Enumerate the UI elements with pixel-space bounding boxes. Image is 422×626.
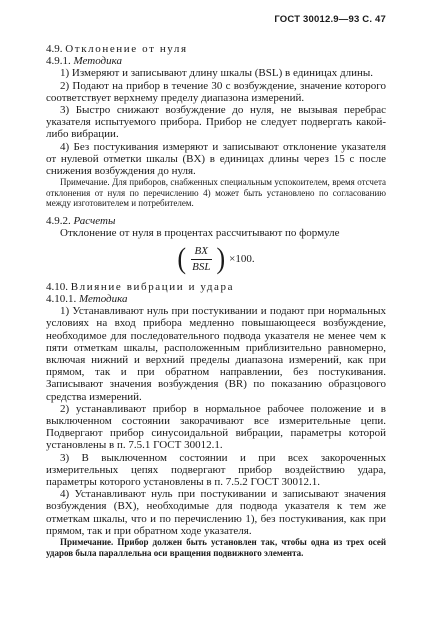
fraction-denominator: BSL: [192, 260, 211, 273]
formula-tail: ×100.: [229, 253, 255, 266]
fraction-numerator: BX: [191, 245, 212, 259]
section-4-9-title: 4.9. Отклонение от нуля: [46, 43, 188, 55]
section-4-10-title: 4.10. Влияние вибрации и удара: [46, 280, 235, 293]
note: Примечание. Для приборов, снабженных специальным успокоителем, время отсчета отклонения от нуля по перечислению 4) может быть установлено по согласованию между изготовителем и потребителем.: [46, 177, 386, 209]
left-paren-icon: (: [177, 241, 187, 276]
section-4-10-1-title: 4.10.1. Методика: [46, 293, 128, 306]
fraction: [188, 245, 214, 272]
paragraph: 4) Устанавливают нуль при постукивании и записывают значения возбуждения (BX), необходимые для подвода указателя к тем же отметкам шкалы, что и по перечислению 1), без постукивания, как при прямом, так и при обратном ходе указателя.: [46, 488, 386, 537]
formula: [46, 241, 386, 276]
page-content: [46, 43, 386, 558]
paragraph: 1) Устанавливают нуль при постукивании и подают при нормальных условиях на вход прибора медленно повышающееся возбуждение, необходимое для последовательного подвода указателя не менее чем к пяти отметкам шкалы, расположенным приблизительно равномерно, включая нижний и верхний пределы диапазона измерений, как при прямом, так и при обратном направлении, без постукивания. Записывают значения возбуждения (BR) по показанию образцового средства измерений.: [46, 305, 386, 403]
paragraph: 2) устанавливают прибор в нормальное рабочее положение и в выключенном состоянии закорачивают все измерительные цепи. Подвергают прибор синусоидальной вибрации, параметры которой установлены в п. 7.5.1 ГОСТ 30012.1.: [46, 402, 386, 452]
note: Примечание. Прибор должен быть установлен так, чтобы одна из трех осей ударов была параллельна оси вращения подвижного элемента.: [46, 537, 386, 558]
page-header: ГОСТ 30012.9—93 С. 47: [274, 14, 386, 25]
paragraph: 2) Подают на прибор в течение 30 с возбуждение, значение которого соответствует верхнему пределу диапазона измерений.: [46, 79, 386, 104]
paragraph: 4) Без постукивания измеряют и записывают отклонение указателя от нулевой отметки шкалы (BX) в единицах длины через 15 с после снижения возбуждения до нуля.: [46, 140, 386, 178]
paragraph: 3) В выключенном состоянии и при всех закороченных измерительных цепях подвергают прибор воздействию удара, параметры которого установлены в п. 7.5.2 ГОСТ 30012.1.: [46, 451, 386, 489]
paragraph: Отклонение от нуля в процентах рассчитывают по формуле: [60, 227, 340, 240]
paragraph: 1) Измеряют и записывают длину шкалы (BSL) в единицах длины.: [60, 67, 373, 80]
section-4-9-1-title: 4.9.1. Методика: [46, 55, 122, 68]
right-paren-icon: ): [216, 241, 226, 276]
section-4-9-2-title: 4.9.2. Расчеты: [46, 215, 116, 228]
paragraph: 3) Быстро снижают возбуждение до нуля, не вызывая перебрас указателя испытуемого прибора. Прибор не следует подвергать какой-либо вибрации.: [46, 104, 386, 141]
